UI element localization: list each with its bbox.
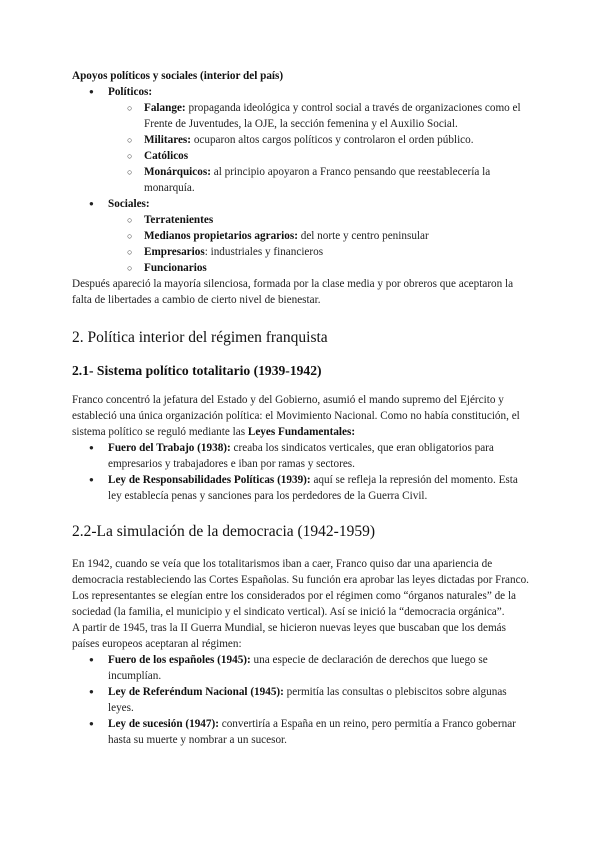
politicos-label: Políticos: — [108, 86, 153, 98]
leyes-fundamentales-list — [72, 440, 530, 504]
apoyos-list — [72, 84, 530, 276]
leyes-1945-list — [72, 652, 530, 748]
section-2-1-intro: Franco concentró la jefatura del Estado y del Gobierno, asumió el mando supremo del Ejército y estableció una única organización política: el Movimiento Nacional. Como no había constitución, el sistema político se reguló mediante las Leyes Fundamentales: — [72, 394, 520, 438]
list-item: ○ Militares: ocuparon altos cargos políticos y controlaron el orden público. — [72, 132, 530, 148]
list-item: ● Ley de sucesión (1947): convertiría a España en un reino, pero permitía a Franco gobernar hasta su muerte y nombrar a un sucesor. — [72, 716, 530, 748]
list-item: ○ Católicos — [72, 148, 530, 164]
section-2-2-p2: A partir de 1945, tras la II Guerra Mundial, se hicieron nuevas leyes que buscaban que los demás países europeos aceptaran al régimen: — [72, 622, 507, 650]
list-item: ○ Monárquicos: al principio apoyaron a Franco pensando que reestablecería la monarquía. — [72, 164, 530, 196]
section-2-2-title: 2.2-La simulación de la democracia (1942-1959) — [72, 523, 375, 540]
list-item: ○ Empresarios: industriales y financieros — [72, 244, 530, 260]
list-item: ○ Terratenientes — [72, 212, 530, 228]
list-item — [72, 196, 530, 276]
list-item: ● Ley de Responsabilidades Políticas (1939): aquí se refleja la represión del momento. Esta ley establecía penas y sanciones para los perdedores de la Guerra Civil. — [72, 472, 530, 504]
list-item: ○ Falange: propaganda ideológica y control social a través de organizaciones como el Frente de Juventudes, la OJE, la sección femenina y el Auxilio Social. — [72, 100, 530, 132]
document-page — [72, 68, 530, 748]
apoyos-closing: Después apareció la mayoría silenciosa, formada por la clase media y por obreros que aceptaron la falta de libertades a cambio de cierto nivel de bienestar. — [72, 278, 514, 306]
sociales-label: Sociales: — [108, 198, 150, 210]
list-item: ● Fuero de los españoles (1945): una especie de declaración de derechos que luego se incumplían. — [72, 652, 530, 684]
list-item: ● Ley de Referéndum Nacional (1945): permitía las consultas o plebiscitos sobre algunas leyes. — [72, 684, 530, 716]
list-item: ● Fuero del Trabajo (1938): creaba los sindicatos verticales, que eran obligatorios para empresarios y trabajadores e iban por ramas y sectores. — [72, 440, 530, 472]
section-2-2-p1: En 1942, cuando se veía que los totalitarismos iban a caer, Franco quiso dar una apariencia de democracia restableciendo las Cortes Españolas. Su función era aprobar las leyes dictadas por Franco. Los representantes se elegían entre los considerados por el régimen como “órganos naturales” de la sociedad (la familia, el municipio y el sindicato vertical). Así se inició la “democracia orgánica”. — [72, 558, 529, 618]
list-item: ○ Medianos propietarios agrarios: del norte y centro peninsular — [72, 228, 530, 244]
sociales-sublist — [72, 212, 530, 276]
section-2-1-title: 2.1- Sistema político totalitario (1939-1942) — [72, 363, 322, 378]
list-item: ○ Funcionarios — [72, 260, 530, 276]
section-2-title: 2. Política interior del régimen franquista — [72, 329, 328, 346]
apoyos-heading: Apoyos políticos y sociales (interior del país) — [72, 70, 284, 82]
list-item — [72, 84, 530, 196]
politicos-sublist — [72, 100, 530, 196]
